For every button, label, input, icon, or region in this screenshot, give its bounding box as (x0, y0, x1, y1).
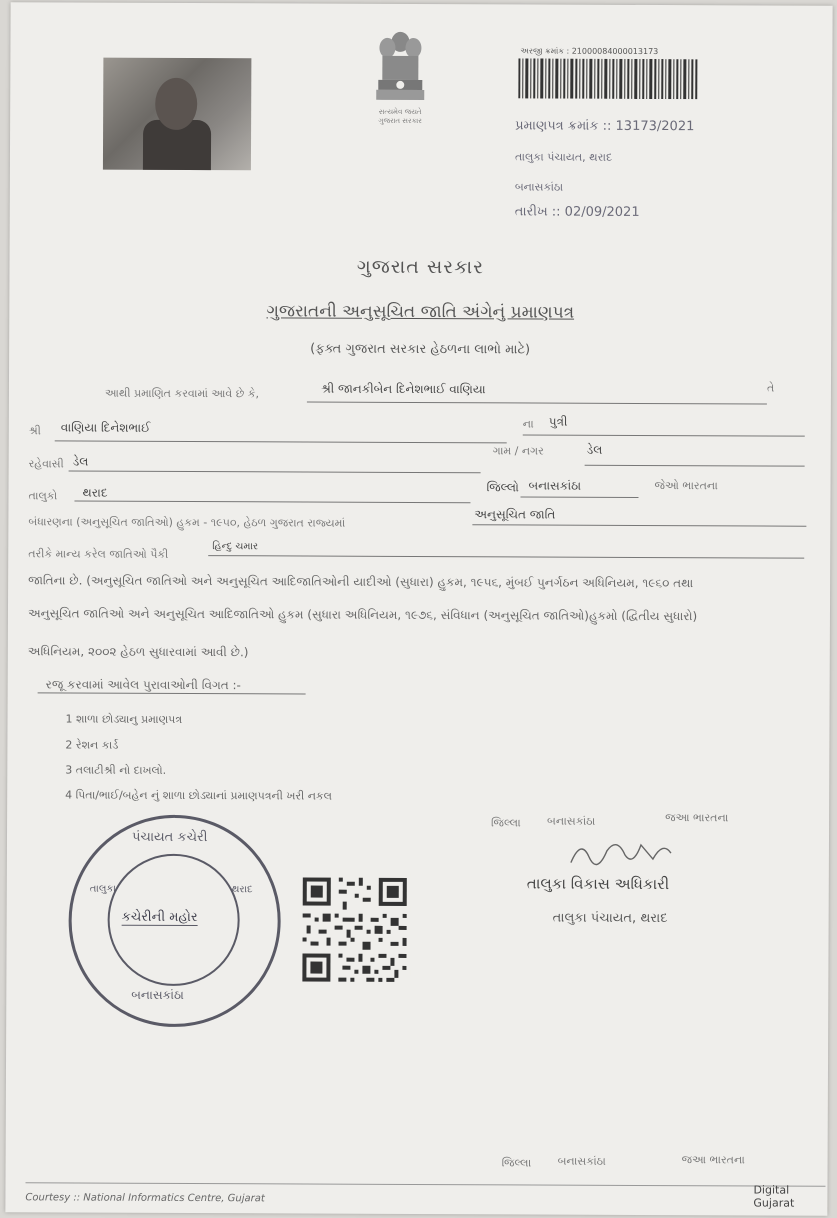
father-underline (55, 440, 507, 443)
sign-row-text-1: જિલ્લા (491, 816, 521, 830)
qr-code (298, 873, 410, 985)
documents-heading-underline (38, 692, 306, 694)
category-underline (472, 524, 806, 526)
seal-right-text: થરાદ (231, 884, 253, 896)
seal-middle-text: કચેરીની મહોર (121, 909, 198, 926)
bottom-row-text-2: બનાસકાંઠા (557, 1154, 606, 1168)
brand-text: Digital Gujarat (753, 1183, 795, 1210)
officer-title: તાલુકા વિકાસ અધિકારી (526, 874, 670, 894)
shri-label: શ્રી (28, 424, 41, 438)
issuing-office: તાલુકા પંચાયત, થરાદ (514, 150, 613, 164)
taluka-label: તાલુકો (28, 489, 58, 503)
seal-top-text: પંચાયત કચેરી (131, 829, 208, 846)
document-item-1: 1 શાળા છોડ્યાનુ પ્રમાણપત્ર (65, 712, 183, 726)
emblem-caption-1: સત્યમેવ જયતે (378, 107, 422, 117)
documents-heading: રજૂ કરવામાં આવેલ પુરાવાઓની વિગત :- (45, 677, 241, 693)
district-underline (520, 496, 638, 498)
office-seal (68, 814, 281, 1027)
taluka-value: થરાદ (82, 485, 108, 500)
state-emblem (360, 28, 440, 138)
certificate-title: ગુજરાતની અનુસૂચિત જાતિ અંગેનું પ્રમાણપત્ર (266, 301, 575, 323)
village-underline (585, 465, 805, 467)
father-name: વાણિયા દિનેશભાઈ (60, 420, 151, 435)
applicant-name: શ્રી જાનકીબેન દિનેશભાઈ વાણિયા (320, 381, 486, 397)
government-title: ગુજરાત સરકાર (356, 255, 485, 279)
district-label: જિલ્લો (486, 480, 519, 495)
name-underline (307, 402, 767, 405)
resident-value: ડેલ (72, 454, 89, 469)
certificate-subtitle: (ફક્ત ગુજરાત સરકાર હેઠળના લાભો માટે) (310, 341, 531, 358)
intro-text: આથી પ્રમાણિત કરવામાં આવે છે કે, (104, 386, 260, 401)
applicant-photo (103, 58, 251, 171)
issuing-district: બનાસકાંઠા (514, 180, 564, 194)
resident-label: રહેવાસી (28, 457, 64, 471)
seal-bottom-text: બનાસકાંઠા (131, 987, 184, 1002)
application-number: અરજી ક્રમાંક : 21000084000013173 (520, 46, 659, 57)
relation-value: પુત્રી (548, 414, 568, 429)
caste-underline (208, 555, 804, 559)
issue-date: તારીખ :: 02/09/2021 (514, 204, 640, 220)
village-value: ડેલ (586, 442, 603, 457)
district-value: બનાસકાંઠા (528, 478, 582, 493)
resident-underline (69, 470, 481, 473)
taluka-underline (74, 500, 470, 503)
document-item-4: 4 પિતા/ભાઈ/બહેન નું શાળા છોડ્યાનાં પ્રમાણપત્રની ખરી નકલ (65, 788, 333, 803)
certificate-page (5, 2, 832, 1216)
india-text: જેઓ ભારતના (654, 479, 718, 493)
officer-office: તાલુકા પંચાયત, થરાદ (552, 910, 668, 927)
recognized-text: તરીકે માન્ય કરેલ જાતિઓ પૈકી (28, 547, 169, 561)
relation-underline (523, 434, 805, 436)
barcode (518, 58, 698, 99)
village-label: ગામ / નગર (492, 444, 544, 458)
document-item-3: 3 તલાટીશ્રી નો દાખલો. (65, 763, 167, 777)
officer-signature (567, 833, 677, 873)
seal-left-text: તાલુકા (89, 883, 116, 895)
courtesy-text: Courtesy :: National Informatics Centre, Gujarat (25, 1192, 265, 1205)
bottom-row-text-3: જઆ ભારતના (681, 1153, 745, 1167)
emblem-caption-2: ગુજરાત સરકાર (378, 116, 422, 126)
sign-row-text-2: બનાસકાંઠા (547, 814, 596, 828)
photo-person-face (155, 78, 197, 130)
document-item-2: 2 રેશન કાર્ડ (65, 738, 119, 752)
te-text: તે (766, 381, 775, 395)
paragraph-line-2: અનુસૂચિત જાતિઓ અને અનુસૂચિત આદિજાતિઓ હુકમ (સુધારા અધિનિયમ, ૧૯૭૬, સંવિધાન (અનુસૂચિત જાતિઓ)હુકમો (દ્વિતીય સુધારો) (27, 606, 698, 624)
sign-row-text-3: જઆ ભારતના (665, 811, 729, 825)
category-value: અનુસૂચિત જાતિ (474, 507, 556, 522)
paragraph-line-1: જાતિના છે. (અનુસૂચિત જાતિઓ અને અનુસૂચિત આદિજાતિઓની યાદીઓ (સુધારા) હુકમ, ૧૯૫૬, મુંબઈ પુનર્ગઠન અધિનિયમ, ૧૯૬૦ તથા (28, 573, 694, 591)
caste-value: હિન્દુ ચમાર (212, 541, 259, 553)
footer-rule (25, 1182, 825, 1186)
constitution-text: બંધારણના (અનુસૂચિત જાતિઓ) હુકમ - ૧૯૫૦, હેઠળ ગુજરાત રાજ્યમાં (28, 515, 346, 530)
paragraph-line-3: અધિનિયમ, ૨૦૦૨ હેઠળ સુધારવામાં આવી છે.) (27, 644, 249, 660)
bottom-row-text-1: જિલ્લા (501, 1156, 532, 1170)
lion-capital-icon (370, 28, 430, 108)
certificate-number: પ્રમાણપત્ર ક્રમાંક :: 13173/2021 (515, 118, 695, 135)
relation-label: ના (522, 417, 534, 431)
